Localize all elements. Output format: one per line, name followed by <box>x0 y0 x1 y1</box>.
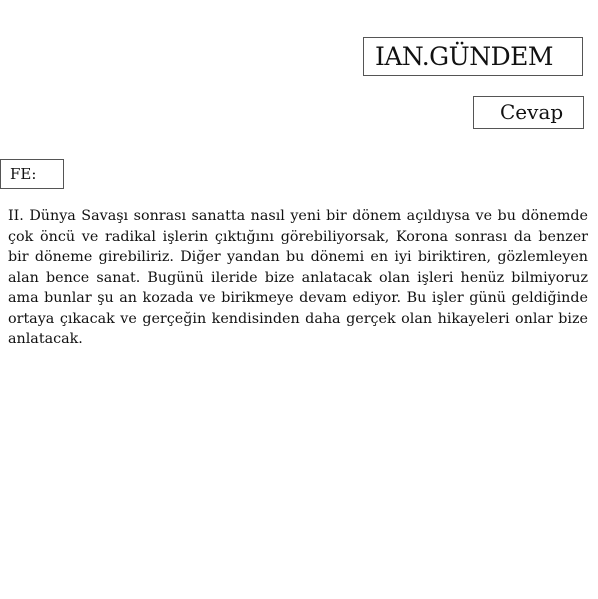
answer-tag: Cevap <box>473 96 584 129</box>
answer-paragraph: II. Dünya Savaşı sonrası sanatta nasıl yeni bir dönem açıldıysa ve bu dönemde çok öncü ve radikal işlerin çıktığını görebiliyorsak, Korona sonrası da benzer bir döneme girebiliriz. Diğer yandan bu dönemi en iyi biriktiren, gözlemleyen alan bence sanat. Bugünü ileride bize anlatacak olan işleri henüz bilmiyoruz ama bunlar şu an kozada ve birikmeye devam ediyor. Bu işler günü geldiğinde ortaya çıkacak ve gerçeğin kendisinden daha gerçek olan hikayeleri onlar bize anlatacak. <box>8 208 588 347</box>
speaker-label: FE: <box>0 159 64 189</box>
page-title: IAN.GÜNDEM <box>363 37 583 76</box>
